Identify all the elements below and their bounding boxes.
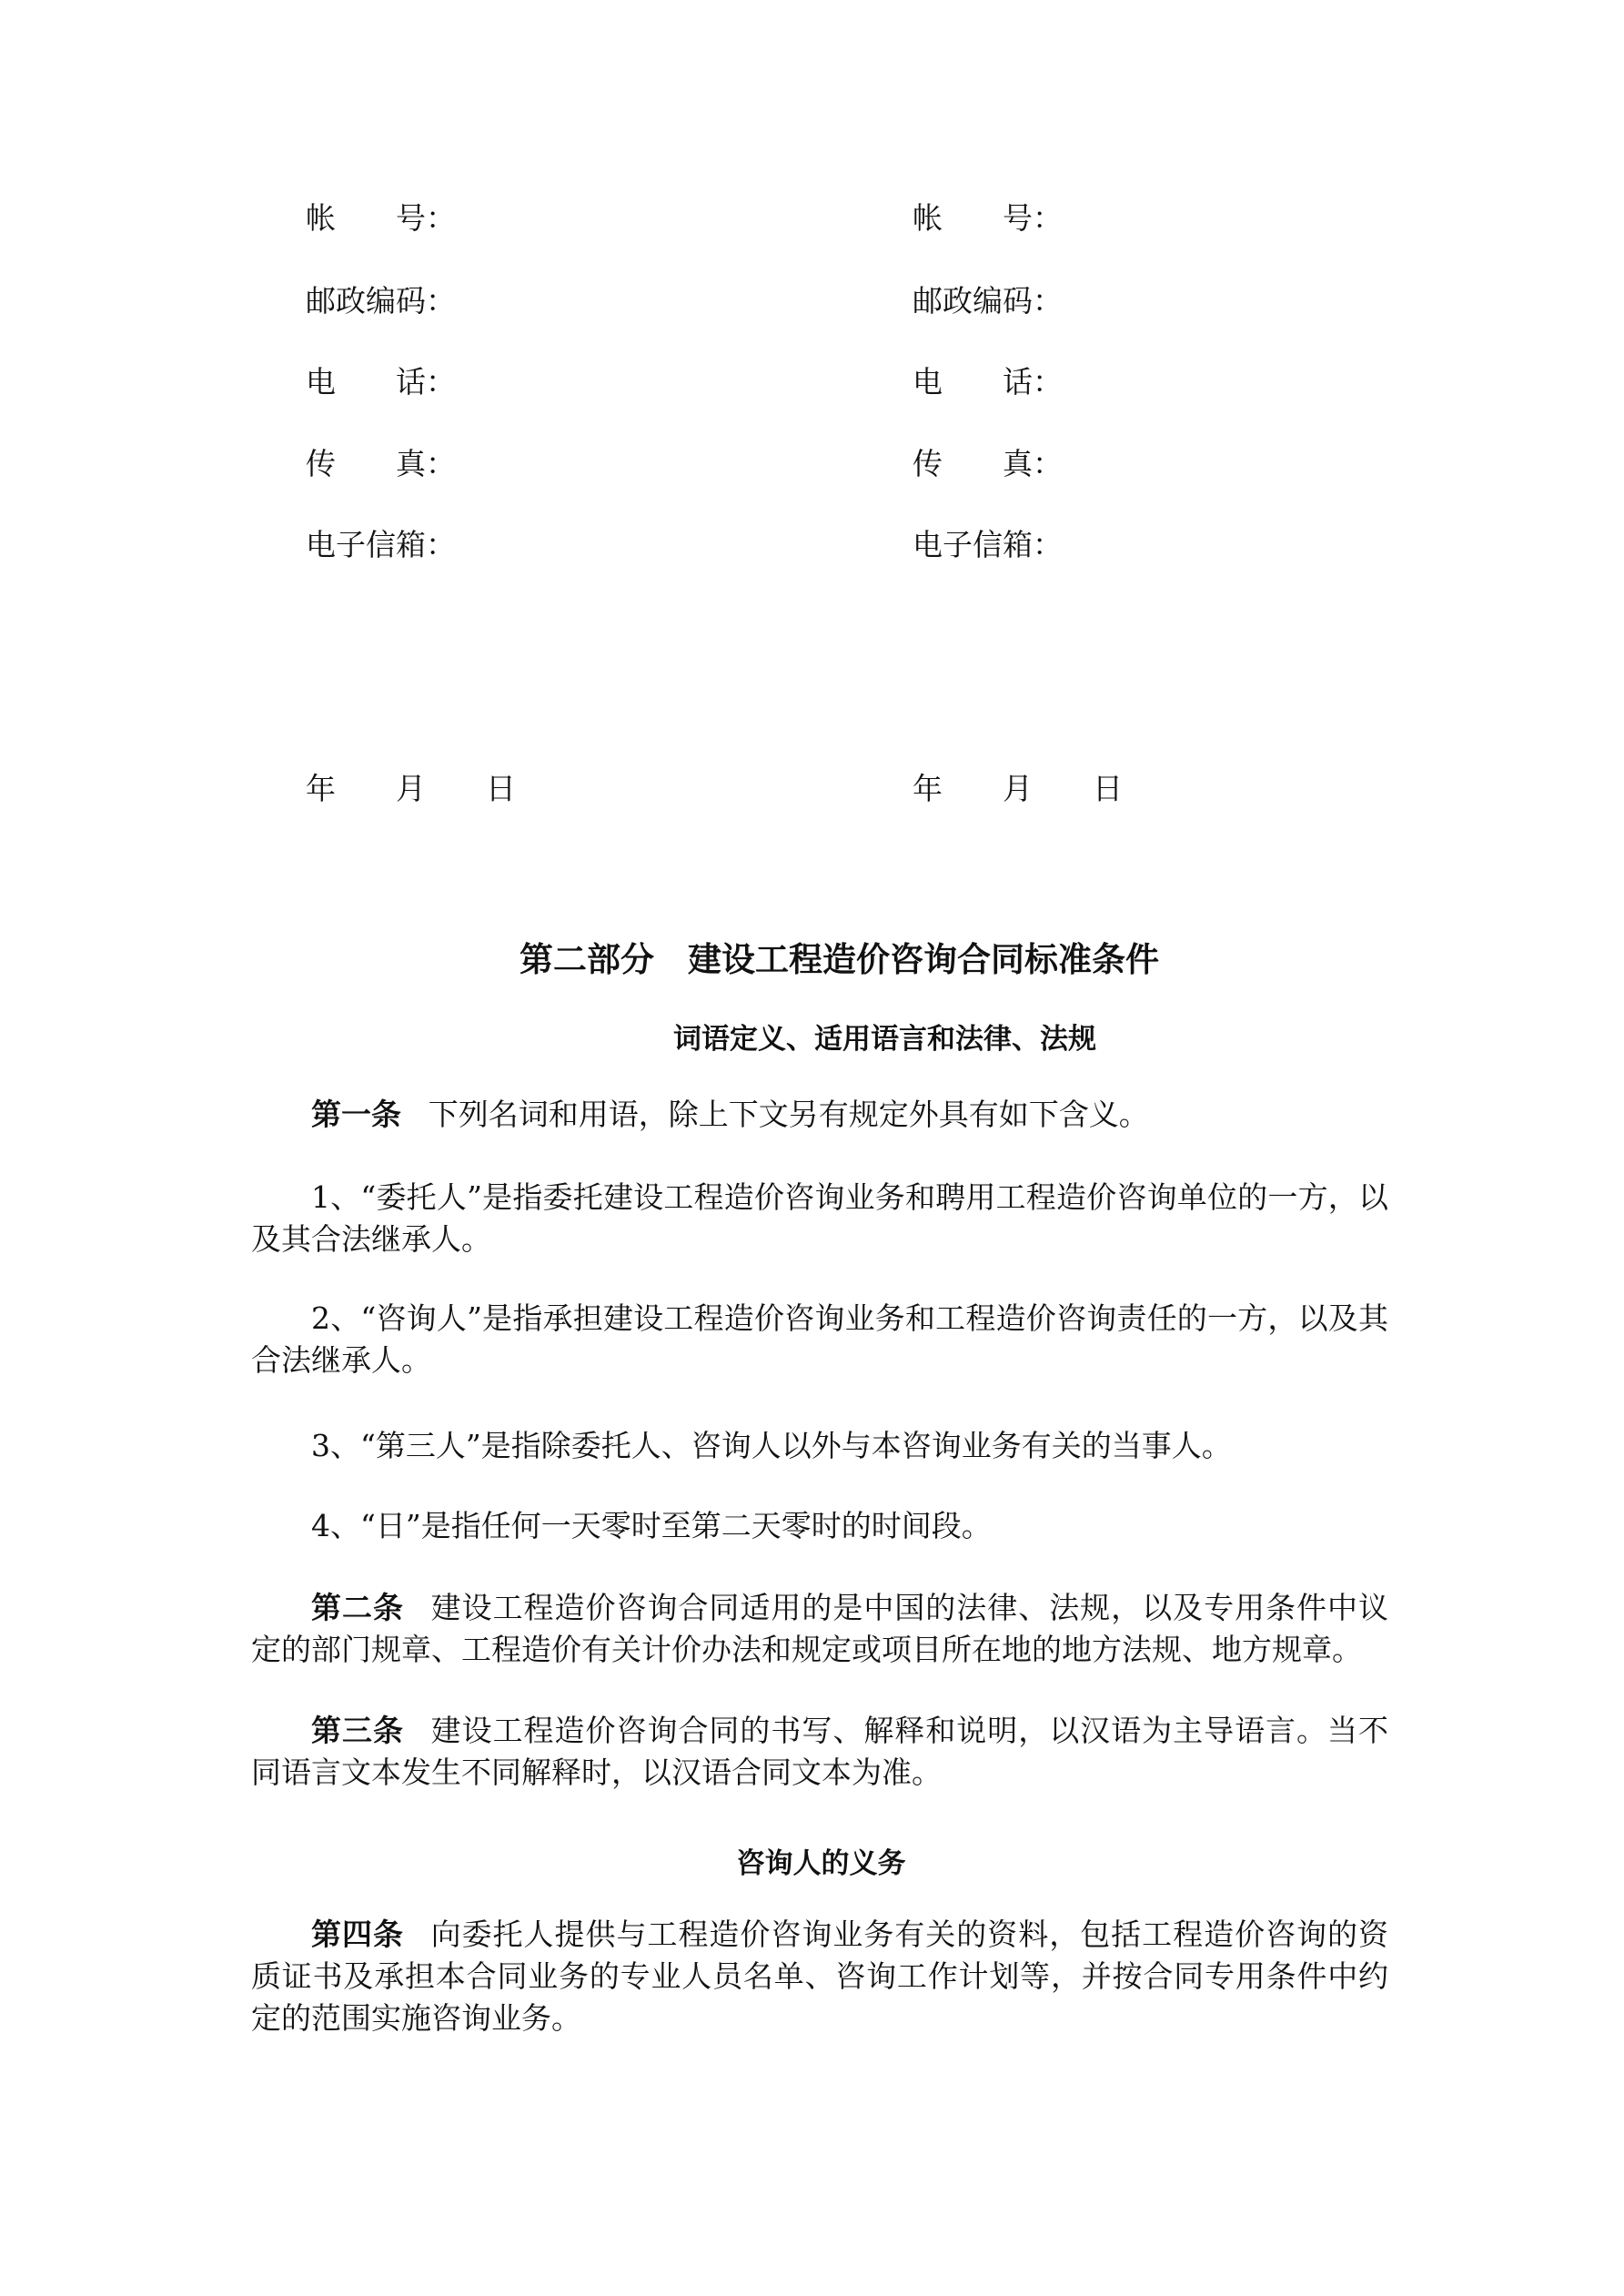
phone-label-left: 电 话： [306, 364, 456, 400]
definition-item: 4、“日”是指任何一天零时至第二天零时的时间段。 [311, 1508, 992, 1543]
article-text: 建设工程造价咨询合同的书写、解释和说明，以汉语为主导语言。当不同语言文本发生不同解释时，以汉语合同文本为准。 [251, 1713, 1388, 1790]
definition-item: 2、“咨询人”是指承担建设工程造价咨询业务和工程造价咨询责任的一方，以及其合法继承人。 [251, 1300, 1388, 1378]
article-2 [251, 1587, 1388, 1671]
page-title: 第二部分 建设工程造价咨询合同标准条件 [519, 939, 1159, 979]
article-text: 下列名词和用语，除上下文另有规定外具有如下含义。 [428, 1097, 1149, 1132]
postcode-label-left: 邮政编码： [306, 283, 456, 319]
article-text: 向委托人提供与工程造价咨询业务有关的资料，包括工程造价咨询的资质证书及承担本合同业务的专业人员名单、咨询工作计划等，并按合同专用条件中约定的范围实施咨询业务。 [251, 1917, 1388, 2036]
article-label: 第二条 [311, 1590, 404, 1625]
fax-label-right: 传 真： [913, 446, 1063, 481]
article-1 [251, 1094, 1388, 1136]
section-heading-obligations: 咨询人的义务 [736, 1847, 906, 1880]
article-label: 第四条 [311, 1917, 404, 1952]
definition-item: 1、“委托人”是指委托建设工程造价咨询业务和聘用工程造价咨询单位的一方，以及其合法继承人。 [251, 1179, 1388, 1257]
account-label-right: 帐 号： [913, 200, 1063, 236]
date-left: 年 月 日 [306, 771, 516, 806]
article-label: 第三条 [311, 1713, 404, 1748]
article-text: 建设工程造价咨询合同适用的是中国的法律、法规，以及专用条件中议定的部门规章、工程造价有关计价办法和规定或项目所在地的地方法规、地方规章。 [251, 1590, 1388, 1667]
email-label-right: 电子信箱： [913, 527, 1063, 562]
fax-label-left: 传 真： [306, 446, 456, 481]
section-heading-definitions: 词语定义、适用语言和法律、法规 [673, 1023, 1096, 1056]
email-label-left: 电子信箱： [306, 527, 456, 562]
definition-item: 3、“第三人”是指除委托人、咨询人以外与本咨询业务有关的当事人。 [311, 1428, 1232, 1463]
postcode-label-right: 邮政编码： [913, 283, 1063, 319]
date-right: 年 月 日 [913, 771, 1123, 806]
phone-label-right: 电 话： [913, 364, 1063, 400]
article-label: 第一条 [311, 1097, 401, 1132]
article-4 [251, 1914, 1388, 2039]
account-label-left: 帐 号： [306, 200, 456, 236]
article-3 [251, 1710, 1388, 1794]
